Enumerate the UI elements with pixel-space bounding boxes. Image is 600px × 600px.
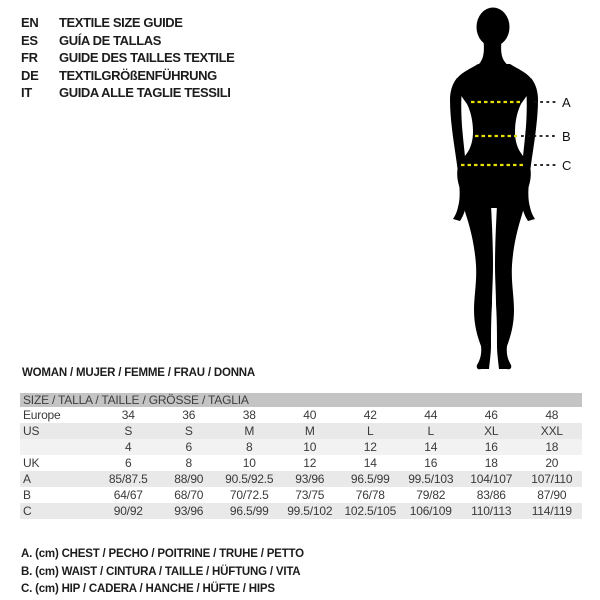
size-cell: 18 [484, 456, 498, 470]
size-cell: 73/75 [295, 488, 325, 502]
row-label: UK [23, 456, 40, 470]
size-cell: 107/110 [531, 472, 573, 486]
marker-label-b: B [562, 129, 571, 144]
size-cell: 110/113 [471, 504, 512, 518]
size-cell: 38 [242, 408, 256, 422]
marker-label-a: A [562, 95, 571, 110]
size-cell: 4 [125, 440, 132, 454]
language-row-en [21, 14, 234, 32]
size-cell: 36 [182, 408, 196, 422]
size-cell: 64/67 [113, 488, 143, 502]
size-cell: M [304, 424, 315, 438]
measurement-legend [21, 546, 304, 599]
language-title: GUIDA ALLE TAGLIE TESSILI [59, 85, 231, 101]
size-cell: 16 [424, 456, 438, 470]
size-cell: 88/90 [174, 472, 204, 486]
language-code: DE [21, 67, 39, 83]
legend-hip: C. (cm) HIP / CADERA / HANCHE / HÜFTE / HIPS [21, 583, 275, 595]
language-row-fr [21, 49, 234, 67]
table-row-uk [20, 455, 582, 471]
size-table [20, 393, 582, 519]
row-label: US [23, 424, 40, 438]
table-row-hip [20, 503, 582, 519]
row-label [20, 439, 98, 455]
size-cell: L [367, 424, 374, 438]
size-cell: 44 [424, 408, 438, 422]
size-cell: 96.5/99 [350, 472, 390, 486]
size-cell: 76/78 [355, 488, 385, 502]
language-code: FR [21, 50, 38, 66]
size-cell: 68/70 [174, 488, 204, 502]
language-title: GUÍA DE TALLAS [59, 32, 162, 48]
size-cell: 114/119 [531, 504, 572, 518]
language-row-de [21, 67, 234, 85]
measurement-figure [430, 0, 590, 380]
language-row-es [21, 32, 234, 50]
table-row-us-letter [20, 423, 582, 439]
size-cell: 12 [363, 440, 377, 454]
table-row-waist [20, 487, 582, 503]
size-cell: 6 [125, 456, 132, 470]
size-cell: 70/72.5 [229, 488, 269, 502]
size-cell: 10 [303, 440, 317, 454]
legend-waist: B. (cm) WAIST / CINTURA / TAILLE / HÜFTUNG / VITA [21, 565, 301, 578]
size-cell: 85/87.5 [108, 472, 148, 486]
size-cell: L [427, 424, 434, 438]
size-table-header: SIZE / TALLA / TAILLE / GRÖSSE / TAGLIA [20, 393, 582, 407]
row-label: C [23, 504, 32, 518]
size-cell: 8 [246, 440, 253, 454]
size-cell: 14 [363, 456, 377, 470]
language-title: GUIDE DES TAILLES TEXTILE [59, 50, 235, 66]
size-cell: 14 [424, 440, 438, 454]
size-cell: 96.5/99 [229, 504, 269, 518]
language-code: ES [21, 32, 38, 48]
size-cell: 42 [363, 408, 377, 422]
size-cell: 99.5/103 [408, 472, 454, 486]
row-label: B [23, 488, 31, 502]
size-cell: 93/96 [295, 472, 325, 486]
size-cell: 83/86 [476, 488, 506, 502]
size-cell: 104/107 [470, 472, 513, 486]
size-cell: 20 [545, 456, 559, 470]
size-cell: 93/96 [174, 504, 204, 518]
size-cell: 6 [185, 440, 192, 454]
size-cell: 46 [484, 408, 498, 422]
size-cell: 18 [545, 440, 559, 454]
row-label: Europe [23, 408, 61, 422]
language-list [21, 14, 234, 102]
size-table-header-row [20, 393, 582, 407]
language-title: TEXTILGRÖßENFÜHRUNG [59, 67, 217, 83]
size-cell: 40 [303, 408, 317, 422]
size-cell: 106/109 [409, 504, 452, 518]
marker-label-c: C [562, 158, 572, 173]
size-cell: 87/90 [537, 488, 567, 502]
size-cell: XL [484, 424, 499, 438]
size-cell: 34 [121, 408, 135, 422]
size-cell: 10 [242, 456, 256, 470]
woman-silhouette [430, 0, 590, 380]
size-cell: 99.5/102 [287, 504, 333, 518]
size-cell: 16 [484, 440, 498, 454]
size-cell: 102.5/105 [344, 504, 397, 518]
size-cell: 12 [303, 456, 317, 470]
table-row-us-numeric [20, 439, 582, 455]
legend-chest: A. (cm) CHEST / PECHO / POITRINE / TRUHE / PETTO [21, 548, 304, 560]
table-row-chest [20, 471, 582, 487]
size-cell: 8 [185, 456, 192, 470]
size-cell: XXL [540, 424, 563, 438]
language-title: TEXTILE SIZE GUIDE [59, 15, 183, 31]
table-row-europe [20, 407, 582, 423]
language-code: EN [21, 15, 39, 31]
size-cell: 90.5/92.5 [225, 472, 274, 486]
size-cell: 79/82 [416, 488, 446, 502]
size-cell: M [244, 424, 255, 438]
language-code: IT [21, 85, 32, 101]
size-cell: 90/92 [113, 504, 143, 518]
section-title: WOMAN / MUJER / FEMME / FRAU / DONNA [22, 367, 256, 379]
size-cell: 48 [545, 408, 559, 422]
size-cell: S [184, 424, 193, 438]
row-label: A [23, 472, 31, 486]
size-cell: S [124, 424, 133, 438]
language-row-it [21, 84, 234, 102]
